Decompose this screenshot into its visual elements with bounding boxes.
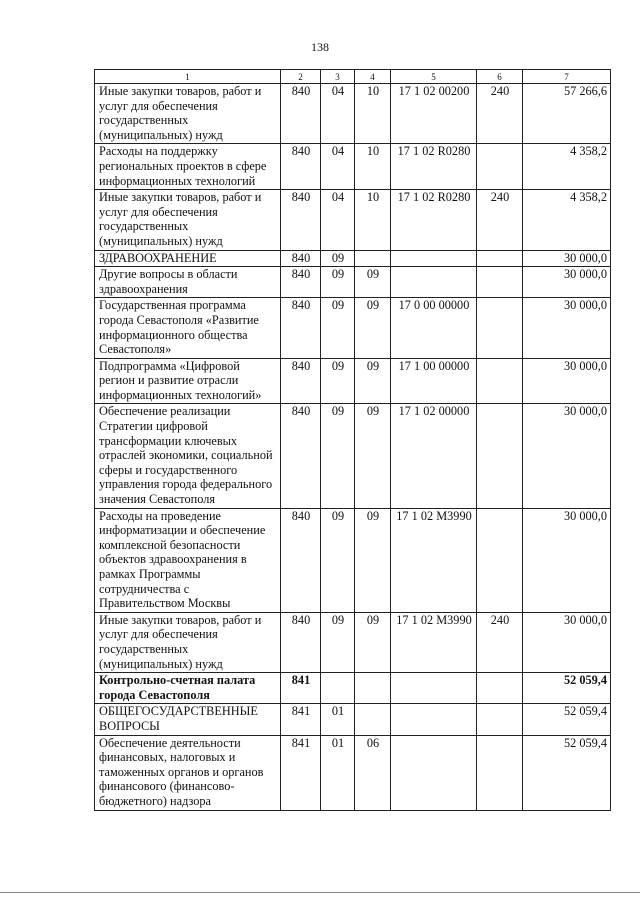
target-article-cell: 17 1 02 M3990	[391, 508, 477, 612]
expense-name-cell: Расходы на проведение информатизации и обеспечение комплексной безопасности объектов здравоохранения в рамках Программы сотрудничества с Правительством Москвы	[95, 508, 281, 612]
amount-cell: 4 358,2	[523, 190, 611, 250]
subsection-code-cell: 09	[355, 267, 391, 298]
expense-type-cell: 240	[477, 612, 523, 672]
amount-cell: 52 059,4	[523, 735, 611, 810]
ministry-code-cell: 840	[281, 404, 321, 508]
ministry-code-cell: 840	[281, 358, 321, 404]
subsection-code-cell: 10	[355, 144, 391, 190]
column-header: 6	[477, 70, 523, 84]
section-code-cell: 09	[321, 404, 355, 508]
table-row	[95, 250, 611, 267]
subsection-code-cell: 10	[355, 190, 391, 250]
table-body	[95, 84, 611, 811]
expense-type-cell	[477, 250, 523, 267]
ministry-code-cell: 841	[281, 735, 321, 810]
amount-cell: 30 000,0	[523, 612, 611, 672]
expense-type-cell	[477, 735, 523, 810]
ministry-code-cell: 841	[281, 673, 321, 704]
table-row	[95, 298, 611, 358]
expense-name-cell: Расходы на поддержку региональных проектов в сфере информационных технологий	[95, 144, 281, 190]
expense-type-cell: 240	[477, 84, 523, 144]
header-row	[95, 70, 611, 84]
table-row	[95, 735, 611, 810]
target-article-cell: 17 1 00 00000	[391, 358, 477, 404]
amount-cell: 52 059,4	[523, 673, 611, 704]
subsection-code-cell	[355, 673, 391, 704]
table-row	[95, 404, 611, 508]
table-row	[95, 267, 611, 298]
subsection-code-cell	[355, 704, 391, 735]
expense-name-cell: Иные закупки товаров, работ и услуг для обеспечения государственных (муниципальных) нужд	[95, 84, 281, 144]
subsection-code-cell: 09	[355, 404, 391, 508]
page-number: 138	[311, 40, 329, 54]
expense-type-cell	[477, 144, 523, 190]
subsection-code-cell: 09	[355, 358, 391, 404]
section-code-cell: 01	[321, 704, 355, 735]
table-header	[95, 70, 611, 84]
subsection-code-cell: 09	[355, 298, 391, 358]
ministry-code-cell: 840	[281, 190, 321, 250]
target-article-cell: 17 1 02 R0280	[391, 190, 477, 250]
amount-cell: 30 000,0	[523, 250, 611, 267]
expense-name-cell: ЗДРАВООХРАНЕНИЕ	[95, 250, 281, 267]
column-header: 2	[281, 70, 321, 84]
amount-cell: 30 000,0	[523, 508, 611, 612]
subsection-code-cell: 09	[355, 612, 391, 672]
subsection-code-cell: 06	[355, 735, 391, 810]
subsection-code-cell: 10	[355, 84, 391, 144]
table-row	[95, 673, 611, 704]
expense-type-cell: 240	[477, 190, 523, 250]
target-article-cell: 17 1 02 00000	[391, 404, 477, 508]
section-code-cell: 09	[321, 358, 355, 404]
table-row	[95, 508, 611, 612]
expense-type-cell	[477, 508, 523, 612]
amount-cell: 30 000,0	[523, 358, 611, 404]
section-code-cell: 04	[321, 190, 355, 250]
expense-name-cell: Другие вопросы в области здравоохранения	[95, 267, 281, 298]
target-article-cell: 17 1 02 00200	[391, 84, 477, 144]
ministry-code-cell: 840	[281, 508, 321, 612]
expense-name-cell: Государственная программа города Севастополя «Развитие информационного общества Севастополя»	[95, 298, 281, 358]
ministry-code-cell: 840	[281, 267, 321, 298]
target-article-cell	[391, 673, 477, 704]
column-header: 3	[321, 70, 355, 84]
target-article-cell	[391, 704, 477, 735]
expense-name-cell: Иные закупки товаров, работ и услуг для обеспечения государственных (муниципальных) нужд	[95, 612, 281, 672]
target-article-cell: 17 0 00 00000	[391, 298, 477, 358]
ministry-code-cell: 840	[281, 144, 321, 190]
amount-cell: 30 000,0	[523, 404, 611, 508]
ministry-code-cell: 840	[281, 84, 321, 144]
expense-type-cell	[477, 358, 523, 404]
column-header: 4	[355, 70, 391, 84]
ministry-code-cell: 840	[281, 612, 321, 672]
expense-type-cell	[477, 267, 523, 298]
amount-cell: 30 000,0	[523, 267, 611, 298]
ministry-code-cell: 840	[281, 298, 321, 358]
column-header: 7	[523, 70, 611, 84]
section-code-cell: 09	[321, 267, 355, 298]
expense-type-cell	[477, 298, 523, 358]
amount-cell: 57 266,6	[523, 84, 611, 144]
expense-name-cell: Обеспечение деятельности финансовых, налоговых и таможенных органов и органов финансового (финансово-бюджетного) надзора	[95, 735, 281, 810]
section-code-cell: 04	[321, 144, 355, 190]
section-code-cell: 09	[321, 298, 355, 358]
target-article-cell	[391, 250, 477, 267]
section-code-cell: 01	[321, 735, 355, 810]
expense-type-cell	[477, 704, 523, 735]
amount-cell: 30 000,0	[523, 298, 611, 358]
subsection-code-cell: 09	[355, 508, 391, 612]
ministry-code-cell: 841	[281, 704, 321, 735]
expense-name-cell: Иные закупки товаров, работ и услуг для обеспечения государственных (муниципальных) нужд	[95, 190, 281, 250]
expense-name-cell: ОБЩЕГОСУДАРСТВЕННЫЕ ВОПРОСЫ	[95, 704, 281, 735]
target-article-cell: 17 1 02 M3990	[391, 612, 477, 672]
expense-type-cell	[477, 673, 523, 704]
table-row	[95, 190, 611, 250]
table-row	[95, 612, 611, 672]
column-header: 1	[95, 70, 281, 84]
target-article-cell: 17 1 02 R0280	[391, 144, 477, 190]
page-bottom-edge	[0, 892, 640, 893]
table-row	[95, 358, 611, 404]
table-row	[95, 84, 611, 144]
table-row	[95, 704, 611, 735]
expense-name-cell: Подпрограмма «Цифровой регион и развитие отрасли информационных технологий»	[95, 358, 281, 404]
section-code-cell: 09	[321, 508, 355, 612]
amount-cell: 52 059,4	[523, 704, 611, 735]
subsection-code-cell	[355, 250, 391, 267]
target-article-cell	[391, 267, 477, 298]
budget-table	[94, 69, 611, 811]
column-header: 5	[391, 70, 477, 84]
ministry-code-cell: 840	[281, 250, 321, 267]
expense-name-cell: Контрольно-счетная палата города Севастополя	[95, 673, 281, 704]
expense-name-cell: Обеспечение реализации Стратегии цифровой трансформации ключевых отраслей экономики, социальной сферы и государственного управления города федерального значения Севастополя	[95, 404, 281, 508]
section-code-cell: 04	[321, 84, 355, 144]
amount-cell: 4 358,2	[523, 144, 611, 190]
section-code-cell: 09	[321, 612, 355, 672]
table-row	[95, 144, 611, 190]
section-code-cell: 09	[321, 250, 355, 267]
expense-type-cell	[477, 404, 523, 508]
target-article-cell	[391, 735, 477, 810]
section-code-cell	[321, 673, 355, 704]
